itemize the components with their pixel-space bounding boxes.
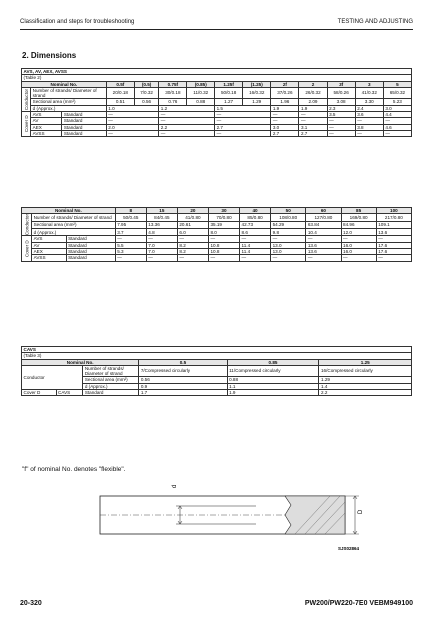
table-cell: 63.84: [306, 221, 341, 228]
column-header: 3f: [327, 81, 355, 87]
table-cell: —: [208, 255, 239, 261]
column-header: (0.85): [187, 81, 215, 87]
column-header: 8: [115, 208, 146, 214]
table-cell: 35.19: [208, 221, 239, 228]
table-cell: —: [159, 111, 215, 117]
d-label: d (Approx.): [83, 383, 139, 389]
table-cell: —: [106, 118, 159, 124]
table-cell: —: [146, 255, 177, 261]
table-cell: 8.2: [177, 249, 208, 255]
cover-type: AVS: [32, 236, 67, 242]
standard-label: Standard: [62, 130, 106, 136]
table-cell: 12.0: [341, 229, 376, 236]
table-cell: 0.88: [187, 99, 215, 105]
table-cell: 10.4: [306, 229, 341, 236]
table-cell: 169/0.80: [341, 214, 376, 221]
table-cell: 2.7: [299, 130, 327, 136]
table-cell: 13.36: [146, 221, 177, 228]
table-cell: 109.1: [376, 221, 411, 228]
D-label: D: [358, 509, 364, 514]
cover-type: AVS: [31, 111, 62, 117]
table-cell: —: [159, 130, 215, 136]
standard-label: Standard: [66, 236, 115, 242]
column-header: 30: [208, 208, 239, 214]
column-header: 5: [383, 81, 411, 87]
table-cell: 10.8: [208, 249, 239, 255]
table-cell: 4.8: [146, 229, 177, 236]
table-cell: 0.56: [139, 377, 227, 383]
table-title: AVS, AV, AEX, AVSS: [22, 69, 412, 75]
table-cell: —: [208, 236, 239, 242]
standard-label: Standard: [62, 118, 106, 124]
table-cell: —: [327, 130, 355, 136]
cover-type: CAVS: [56, 389, 83, 395]
cover-type: AVSS: [32, 255, 67, 261]
cable-figure: [80, 480, 370, 560]
column-header: 1.25f: [215, 81, 243, 87]
table-cell: 0.51: [106, 99, 134, 105]
table-cell: —: [240, 255, 271, 261]
strands-label: Number of strands/ Diameter of strand: [32, 214, 116, 221]
table-cell: 7.95: [115, 221, 146, 228]
column-header: (0.5): [134, 81, 158, 87]
table-cell: 6.0: [177, 229, 208, 236]
table-cell: —: [271, 111, 299, 117]
header-right: TESTING AND ADJUSTING: [337, 19, 413, 25]
table-cell: 7/Compressed circularly: [139, 365, 227, 377]
table-cell: —: [355, 118, 383, 124]
table-cell: 11.4: [240, 242, 271, 248]
table-cell: —: [306, 255, 341, 261]
d-label: d (Approx.): [32, 229, 116, 236]
area-label: Sectional area (mm²): [83, 377, 139, 383]
table-cell: 217/0.80: [376, 214, 411, 221]
table-cell: 0.56: [134, 99, 158, 105]
page-number: 20-320: [20, 600, 42, 607]
conductor-label: Conductor: [22, 87, 31, 111]
model-code: PW200/PW220-7E0 VEBM949100: [304, 600, 413, 607]
table-cell: 2.7: [271, 130, 299, 136]
table-cell: —: [376, 236, 411, 242]
nominal-label: Nominal No.: [22, 81, 107, 87]
table-cell: 37/0.26: [271, 87, 299, 99]
table-cell: 1.29: [243, 99, 271, 105]
table-cell: 0.9: [139, 383, 227, 389]
table-cell: 3.8: [355, 124, 383, 130]
table-cell: 50/0.45: [115, 214, 146, 221]
table-cell: 4.4: [383, 111, 411, 117]
strands-label: Number of strands/ Diameter of strand: [83, 365, 139, 377]
conductor-label: Conductor: [22, 214, 32, 236]
table-cell: 1.9: [271, 105, 299, 111]
column-header: 15: [146, 208, 177, 214]
table-cell: 50/0.18: [215, 87, 243, 99]
table-cell: 16.0: [341, 242, 376, 248]
table-cell: 3.08: [327, 99, 355, 105]
table-cell: 1.7: [139, 389, 227, 395]
column-header: 0.85: [227, 359, 319, 365]
table-cell: 3.1: [299, 124, 327, 130]
table-cell: —: [327, 124, 355, 130]
table-cell: 17.6: [376, 242, 411, 248]
column-header: 0.5f: [106, 81, 134, 87]
table-cell: 16/Compressed circularly: [319, 365, 412, 377]
cover-type: AEX: [32, 249, 67, 255]
table-cell: —: [159, 118, 215, 124]
table-cell: —: [355, 130, 383, 136]
nominal-label: Nominal No.: [22, 208, 116, 214]
table-caption: (Table 3): [22, 353, 412, 359]
section-title: 2. Dimensions: [22, 51, 77, 60]
table-cell: 13.6: [376, 229, 411, 236]
table-cell: 3.5: [327, 111, 355, 117]
table-cell: 1.9: [299, 105, 327, 111]
table-cell: —: [215, 118, 271, 124]
column-header: 85: [341, 208, 376, 214]
table-cell: 13.0: [271, 249, 306, 255]
table-cell: —: [106, 130, 159, 136]
table-cell: 13.0: [271, 242, 306, 248]
table-cell: 5.5: [115, 242, 146, 248]
table-cell: 7.0: [146, 249, 177, 255]
table-cell: 2.3: [327, 105, 355, 111]
table-large-gauges: [21, 207, 412, 262]
table-cell: 1.0: [106, 105, 159, 111]
table-cell: 0.76: [159, 99, 187, 105]
table-title: CAVS: [22, 347, 412, 353]
cover-type: AV: [31, 118, 62, 124]
table-cell: 2.7: [215, 124, 271, 130]
column-header: 0.5: [139, 359, 227, 365]
table-cell: 8.2: [177, 242, 208, 248]
table-cell: 3.30: [355, 99, 383, 105]
table-cell: 20.61: [177, 221, 208, 228]
table-cell: 1.27: [215, 99, 243, 105]
table-cell: 1.4: [319, 383, 412, 389]
table-cell: 70/0.80: [208, 214, 239, 221]
standard-label: Standard: [66, 242, 115, 248]
table-cell: 65/0.32: [383, 87, 411, 99]
table-cell: 11/Compressed circularly: [227, 365, 319, 377]
table-cell: —: [271, 236, 306, 242]
table-cell: 127/0.80: [306, 214, 341, 221]
standard-label: Standard: [62, 124, 106, 130]
table-cell: 54.29: [271, 221, 306, 228]
d-label: d (Approx.): [31, 105, 107, 111]
table-cavs: [21, 346, 412, 396]
area-label: Sectional area (mm²): [32, 221, 116, 228]
table-cell: 3.0: [383, 105, 411, 111]
standard-label: Standard: [62, 111, 106, 117]
cover-type: AV: [32, 242, 67, 248]
column-header: 3: [355, 81, 383, 87]
table-cell: —: [271, 118, 299, 124]
table-cell: —: [299, 118, 327, 124]
table-cell: 0.88: [227, 377, 319, 383]
table-cell: 1.5: [215, 105, 271, 111]
table-cell: —: [177, 255, 208, 261]
table-avs: [21, 68, 412, 137]
standard-label: Standard: [66, 249, 115, 255]
table-cell: —: [327, 118, 355, 124]
table-cell: 3.6: [355, 111, 383, 117]
table-cell: 11.4: [240, 249, 271, 255]
table-cell: 1.9: [227, 389, 319, 395]
d-label: d: [172, 484, 178, 488]
table-cell: 2.2: [159, 124, 215, 130]
table-cell: —: [115, 236, 146, 242]
nominal-label: Nominal No.: [22, 359, 139, 365]
table-cell: 4.6: [383, 124, 411, 130]
table-cell: 1.1: [227, 383, 319, 389]
table-cell: 84/0.45: [146, 214, 177, 221]
table-cell: —: [306, 236, 341, 242]
table-cell: —: [215, 130, 271, 136]
table-cell: 5.3: [115, 249, 146, 255]
table-cell: 85/0.80: [240, 214, 271, 221]
table-cell: 84.96: [341, 221, 376, 228]
table-cell: —: [383, 130, 411, 136]
table-cell: 13.6: [306, 242, 341, 248]
table-cell: 108/0.80: [271, 214, 306, 221]
page-header: [20, 17, 413, 30]
table-cell: 9.8: [271, 229, 306, 236]
column-header: (1.25): [243, 81, 271, 87]
standard-label: Standard: [83, 389, 139, 395]
table-cell: 8.6: [240, 229, 271, 236]
table-cell: 1.2: [159, 105, 215, 111]
cable-cut-section: [285, 496, 345, 534]
table-cell: 2.4: [355, 105, 383, 111]
table-cell: —: [177, 236, 208, 242]
table-cell: 3.0: [271, 124, 299, 130]
table-cell: 1.96: [271, 99, 299, 105]
cover-type: AVSS: [31, 130, 62, 136]
table-cell: —: [341, 236, 376, 242]
table-cell: —: [271, 255, 306, 261]
conductor-label: Conductor: [22, 365, 83, 389]
table-cell: 26/0.32: [299, 87, 327, 99]
column-header: 60: [306, 208, 341, 214]
column-header: 40: [240, 208, 271, 214]
table-cell: 16/0.32: [243, 87, 271, 99]
table-cell: 30/0.18: [159, 87, 187, 99]
table-cell: 41/0.32: [355, 87, 383, 99]
table-cell: —: [215, 111, 271, 117]
table-cell: 7/0.32: [134, 87, 158, 99]
cover-label: Cover D: [22, 389, 57, 395]
flexible-note: "f" of nominal No. denotes "flexible".: [22, 466, 126, 473]
table-caption: (Table 2): [22, 75, 412, 81]
table-cell: 11/0.32: [187, 87, 215, 99]
column-header: 100: [376, 208, 411, 214]
table-cell: —: [115, 255, 146, 261]
table-cell: 2.0: [106, 124, 159, 130]
table-cell: 2.2: [319, 389, 412, 395]
table-cell: 13.6: [306, 249, 341, 255]
column-header: 0.75f: [159, 81, 187, 87]
column-header: 2: [299, 81, 327, 87]
table-cell: —: [376, 255, 411, 261]
cover-type: AEX: [31, 124, 62, 130]
table-cell: 3.7: [115, 229, 146, 236]
column-header: 20: [177, 208, 208, 214]
strands-label: Number of strands/ Diameter of strand: [31, 87, 107, 99]
table-cell: 8.0: [208, 229, 239, 236]
table-cell: 10.8: [208, 242, 239, 248]
table-cell: —: [299, 111, 327, 117]
table-cell: 2.09: [299, 99, 327, 105]
table-cell: 41/0.80: [177, 214, 208, 221]
table-cell: —: [383, 118, 411, 124]
column-header: 50: [271, 208, 306, 214]
table-cell: 5.23: [383, 99, 411, 105]
area-label: Sectional area (mm²): [31, 99, 107, 105]
table-cell: —: [341, 255, 376, 261]
cover-label: Cover D: [22, 111, 31, 136]
table-cell: 17.6: [376, 249, 411, 255]
table-cell: 16.0: [341, 249, 376, 255]
header-left: Classification and steps for troubleshooting: [20, 19, 135, 25]
column-header: 1.25: [319, 359, 412, 365]
column-header: 2f: [271, 81, 299, 87]
standard-label: Standard: [66, 255, 115, 261]
table-cell: 20/0.18: [106, 87, 134, 99]
table-cell: 7.0: [146, 242, 177, 248]
table-cell: —: [240, 236, 271, 242]
table-cell: 42.73: [240, 221, 271, 228]
figure-code: SJS02864: [338, 546, 360, 551]
table-cell: —: [106, 111, 159, 117]
table-cell: 1.29: [319, 377, 412, 383]
table-cell: —: [146, 236, 177, 242]
table-cell: 58/0.26: [327, 87, 355, 99]
cover-label: Cover D: [22, 236, 32, 261]
